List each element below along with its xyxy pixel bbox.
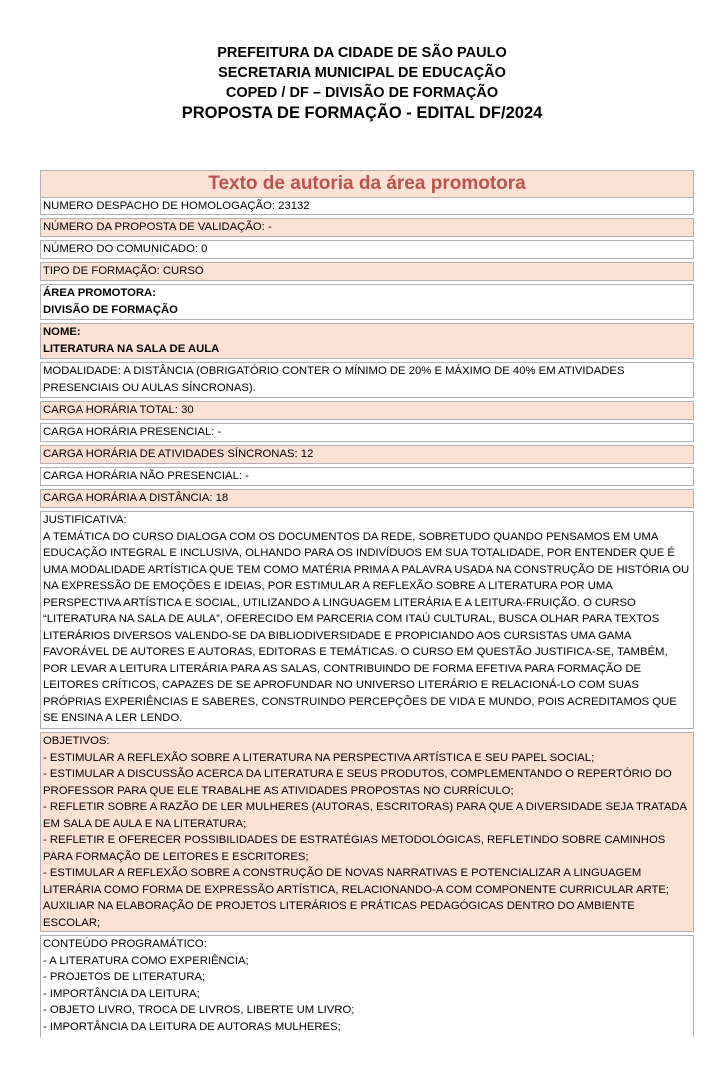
field-carga-sincronas: CARGA HORÁRIA DE ATIVIDADES SÍNCRONAS: 12 [40, 445, 694, 464]
field-justificativa: JUSTIFICATIVA: A TEMÁTICA DO CURSO DIALOGA COM OS DOCUMENTOS DA REDE, SOBRETUDO QUANDO PENSAMOS EM UMA EDUCAÇÃO INTEGRAL E INCLUSIVA, OLHANDO PARA OS INDIVÍDUOS EM SUA TOTALIDADE, POR ENTENDER QUE É UMA MODALIDADE ARTÍSTICA QUE TEM COMO MATÉRIA PRIMA A PALAVRA USADA NA CONSTRUÇÃO DE HISTÓRIA OU NA EXPRESSÃO DE EMOÇÕES E IDEIAS, POR ESTIMULAR A REFLEXÃO SOBRE A LITERATURA POR UMA PERSPECTIVA ARTÍSTICA E SOCIAL, UTILIZANDO A LINGUAGEM LITERÁRIA E A LEITURA-FRUIÇÃO. O CURSO “LITERATURA NA SALA DE AULA”, OFERECIDO EM PARCERIA COM ITAÚ CULTURAL, BUSCA OLHAR PARA TEXTOS LITERÁRIOS DIVERSOS VALENDO-SE DA BIBLIODIVERSIDADE E PROPICIANDO AOS CURSISTAS UMA GAMA FAVORÁVEL DE AUTORES E AUTORAS, EDITORAS E TEMÁTICAS. O CURSO EM QUESTÃO JUSTIFICA-SE, TAMBÉM, POR LEVAR A LEITURA LITERÁRIA PARA AS SALAS, CONTRIBUINDO DE FORMA EFETIVA PARA FORMAÇÃO DE LEITORES CRÍTICOS, CAPAZES DE SE APROFUNDAR NO UNIVERSO LITERÁRIO E RELACIONÁ-LO COM SUAS PRÓPRIAS EXPERIÊNCIAS E SABERES, CONSTRUINDO PERCEPÇÕES DE VIDA E MUNDO, POIS ACREDITAMOS QUE SE ENSINA A LER LENDO. [40, 511, 694, 729]
area-value: DIVISÃO DE FORMAÇÃO [43, 303, 178, 316]
field-tipo: TIPO DE FORMAÇÃO: CURSO [40, 262, 694, 281]
field-area [40, 284, 694, 320]
nome-value: LITERATURA NA SALA DE AULA [43, 342, 220, 355]
field-carga-total: CARGA HORÁRIA TOTAL: 30 [40, 401, 694, 420]
document-title: PROPOSTA DE FORMAÇÃO - EDITAL DF/2024 [181, 104, 543, 122]
field-objetivos: OBJETIVOS: - ESTIMULAR A REFLEXÃO SOBRE A LITERATURA NA PERSPECTIVA ARTÍSTICA E SEU PAPEL SOCIAL; - ESTIMULAR A DISCUSSÃO ACERCA DA LITERATURA E SEUS PRODUTOS, COMPLEMENTANDO O REPERTÓRIO DO PROFESSOR PARA QUE ELE TRABALHE AS ATIVIDADES PROPOSTAS NO CURRÍCULO; - REFLETIR SOBRE A RAZÃO DE LER MULHERES (AUTORAS, ESCRITORAS) PARA QUE A DIVERSIDADE SEJA TRATADA EM SALA DE AULA E NA LITERATURA; - REFLETIR E OFERECER POSSIBILIDADES DE ESTRATÉGIAS METODOLÓGICAS, REFLETINDO SOBRE CAMINHOS PARA FORMAÇÃO DE LEITORES E ESCRITORES; - ESTIMULAR A REFLEXÃO SOBRE A CONSTRUÇÃO DE NOVAS NARRATIVAS E POTENCIALIZAR A LINGUAGEM LITERÁRIA COMO FORMA DE EXPRESSÃO ARTÍSTICA, RELACIONANDO-A COM COMPONENTE CURRICULAR ARTE; AUXILIAR NA ELABORAÇÃO DE PROJETOS LITERÁRIOS E PRÁTICAS PEDAGÓGICAS DENTRO DO AMBIENTE ESCOLAR; [40, 732, 694, 932]
field-modalidade: MODALIDADE: A DISTÂNCIA (OBRIGATÓRIO CONTER O MÍNIMO DE 20% E MÁXIMO DE 40% EM ATIVIDADES PRESENCIAIS OU AULAS SÍNCRONAS). [40, 362, 694, 398]
field-carga-presencial: CARGA HORÁRIA PRESENCIAL: - [40, 423, 694, 442]
field-despacho: NUMERO DESPACHO DE HOMOLOGAÇÃO: 23132 [40, 198, 694, 215]
header-line-3: COPED / DF – DIVISÃO DE FORMAÇÃO [225, 85, 499, 101]
field-validacao: NÚMERO DA PROPOSTA DE VALIDAÇÃO: - [40, 218, 694, 237]
header-line-1: PREFEITURA DA CIDADE DE SÃO PAULO [217, 45, 507, 61]
field-nome [40, 323, 694, 359]
field-carga-nao-presencial: CARGA HORÁRIA NÃO PRESENCIAL: - [40, 467, 694, 486]
field-comunicado: NÚMERO DO COMUNICADO: 0 [40, 240, 694, 259]
field-conteudo: CONTEÚDO PROGRAMÁTICO: - A LITERATURA COMO EXPERIÊNCIA; - PROJETOS DE LITERATURA; - IMPORTÂNCIA DA LEITURA; - OBJETO LIVRO, TROCA DE LIVROS, LIBERTE UM LIVRO; - IMPORTÂNCIA DA LEITURA DE AUTORAS MULHERES; [40, 935, 694, 1037]
header-line-2: SECRETARIA MUNICIPAL DE EDUCAÇÃO [218, 65, 506, 81]
nome-label: NOME: [43, 326, 81, 338]
field-carga-distancia: CARGA HORÁRIA A DISTÂNCIA: 18 [40, 489, 694, 508]
area-label: ÁREA PROMOTORA: [43, 287, 156, 299]
proposal-table [40, 170, 694, 1037]
document-header [0, 43, 724, 123]
section-banner: Texto de autoria da área promotora [40, 170, 694, 198]
